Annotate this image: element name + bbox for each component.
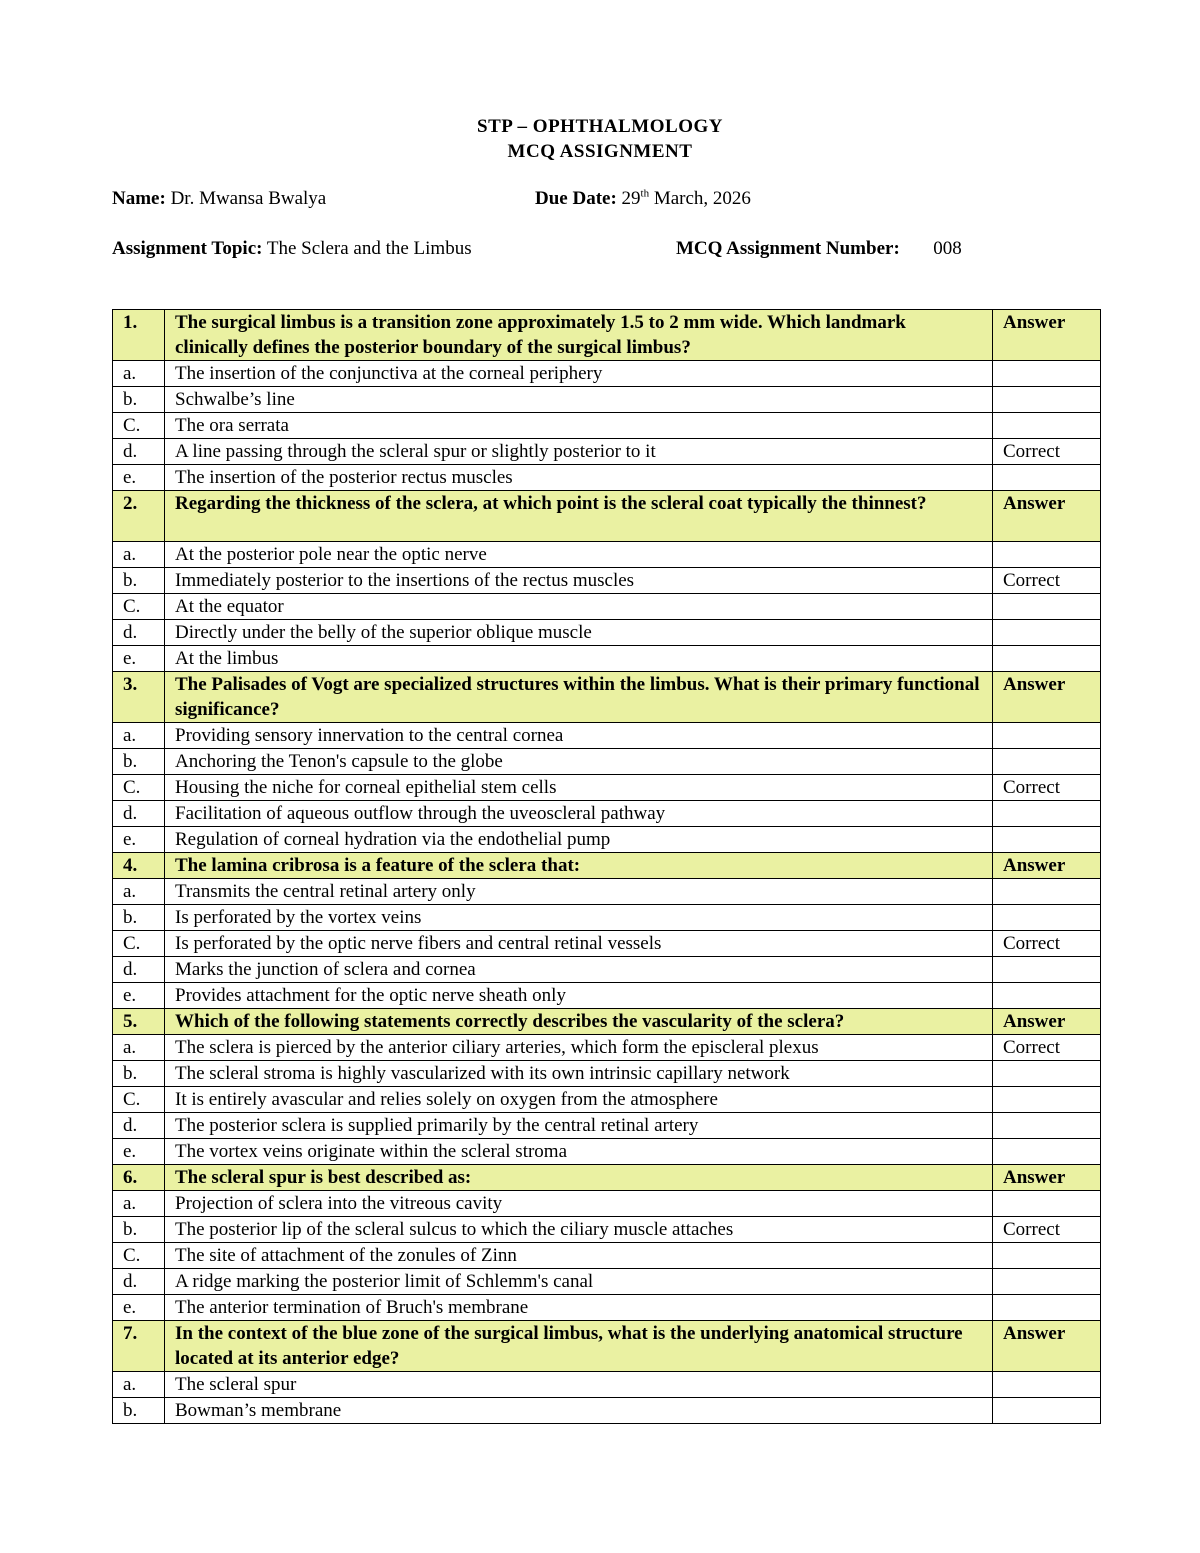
option-letter: a.	[113, 542, 165, 568]
option-letter: d.	[113, 1269, 165, 1295]
option-letter: e.	[113, 465, 165, 491]
option-answer	[993, 723, 1101, 749]
question-text: The surgical limbus is a transition zone approximately 1.5 to 2 mm wide. Which landmark clinically defines the posterior boundary of the surgical limbus?	[165, 310, 993, 361]
topic-label: Assignment Topic:	[112, 238, 263, 259]
question-text: The Palisades of Vogt are specialized structures within the limbus. What is their primary functional significance?	[165, 672, 993, 723]
option-answer	[993, 1295, 1101, 1321]
option-row	[113, 620, 1101, 646]
question-row	[113, 672, 1101, 723]
topic-value: The Sclera and the Limbus	[266, 238, 472, 259]
option-row	[113, 983, 1101, 1009]
option-row	[113, 905, 1101, 931]
name-field	[112, 187, 326, 211]
topic-field	[112, 237, 472, 261]
option-answer	[993, 983, 1101, 1009]
option-row	[113, 542, 1101, 568]
question-number: 5.	[113, 1009, 165, 1035]
option-answer	[993, 957, 1101, 983]
question-text: The scleral spur is best described as:	[165, 1165, 993, 1191]
option-text: The anterior termination of Bruch's membrane	[165, 1295, 993, 1321]
option-letter: e.	[113, 1295, 165, 1321]
option-text: Anchoring the Tenon's capsule to the globe	[165, 749, 993, 775]
option-text: It is entirely avascular and relies solely on oxygen from the atmosphere	[165, 1087, 993, 1113]
option-letter: b.	[113, 749, 165, 775]
name-value: Dr. Mwansa Bwalya	[170, 188, 327, 209]
option-answer	[993, 905, 1101, 931]
due-date-day: 29	[621, 188, 641, 209]
answer-header: Answer	[993, 491, 1101, 542]
option-text: At the limbus	[165, 646, 993, 672]
question-number: 4.	[113, 853, 165, 879]
option-letter: e.	[113, 983, 165, 1009]
option-answer	[993, 594, 1101, 620]
option-answer	[993, 1139, 1101, 1165]
option-answer	[993, 1398, 1101, 1424]
option-letter: e.	[113, 646, 165, 672]
option-text: The insertion of the conjunctiva at the corneal periphery	[165, 361, 993, 387]
option-row	[113, 931, 1101, 957]
option-letter: a.	[113, 1191, 165, 1217]
option-letter: e.	[113, 827, 165, 853]
option-answer	[993, 387, 1101, 413]
answer-header: Answer	[993, 672, 1101, 723]
option-answer	[993, 465, 1101, 491]
option-letter: b.	[113, 1398, 165, 1424]
option-row	[113, 361, 1101, 387]
option-row	[113, 1113, 1101, 1139]
due-date-suffix: th	[640, 187, 650, 200]
option-letter: C.	[113, 1243, 165, 1269]
option-text: Directly under the belly of the superior oblique muscle	[165, 620, 993, 646]
option-answer	[993, 1191, 1101, 1217]
option-text: A ridge marking the posterior limit of Schlemm's canal	[165, 1269, 993, 1295]
option-row	[113, 749, 1101, 775]
question-number: 3.	[113, 672, 165, 723]
assignment-number-value: 008	[933, 238, 962, 259]
due-date-label: Due Date:	[535, 188, 617, 209]
option-text: The site of attachment of the zonules of Zinn	[165, 1243, 993, 1269]
option-row	[113, 1398, 1101, 1424]
option-text: A line passing through the scleral spur or slightly posterior to it	[165, 439, 993, 465]
option-text: The vortex veins originate within the scleral stroma	[165, 1139, 993, 1165]
question-number: 2.	[113, 491, 165, 542]
option-answer	[993, 1061, 1101, 1087]
option-text: Provides attachment for the optic nerve sheath only	[165, 983, 993, 1009]
option-answer	[993, 1243, 1101, 1269]
question-text: The lamina cribrosa is a feature of the sclera that:	[165, 853, 993, 879]
answer-header: Answer	[993, 310, 1101, 361]
option-letter: a.	[113, 1372, 165, 1398]
option-answer	[993, 801, 1101, 827]
option-row	[113, 957, 1101, 983]
option-row	[113, 594, 1101, 620]
due-date-rest: March, 2026	[653, 188, 751, 209]
option-row	[113, 465, 1101, 491]
option-row	[113, 1087, 1101, 1113]
option-text: Housing the niche for corneal epithelial stem cells	[165, 775, 993, 801]
question-row	[113, 853, 1101, 879]
option-letter: b.	[113, 1217, 165, 1243]
option-answer	[993, 827, 1101, 853]
option-text: Facilitation of aqueous outflow through the uveoscleral pathway	[165, 801, 993, 827]
option-row	[113, 439, 1101, 465]
option-text: At the equator	[165, 594, 993, 620]
option-text: Is perforated by the optic nerve fibers and central retinal vessels	[165, 931, 993, 957]
option-letter: d.	[113, 801, 165, 827]
option-text: The scleral stroma is highly vascularized with its own intrinsic capillary network	[165, 1061, 993, 1087]
option-letter: a.	[113, 879, 165, 905]
option-row	[113, 568, 1101, 594]
option-letter: d.	[113, 620, 165, 646]
option-letter: C.	[113, 1087, 165, 1113]
question-number: 1.	[113, 310, 165, 361]
option-text: Is perforated by the vortex veins	[165, 905, 993, 931]
option-letter: d.	[113, 1113, 165, 1139]
option-letter: d.	[113, 439, 165, 465]
answer-header: Answer	[993, 853, 1101, 879]
option-text: The scleral spur	[165, 1372, 993, 1398]
option-letter: C.	[113, 775, 165, 801]
option-answer	[993, 1113, 1101, 1139]
option-letter: C.	[113, 413, 165, 439]
option-row	[113, 646, 1101, 672]
option-answer	[993, 879, 1101, 905]
option-answer	[993, 620, 1101, 646]
answer-header: Answer	[993, 1321, 1101, 1372]
option-answer	[993, 646, 1101, 672]
question-row	[113, 1165, 1101, 1191]
option-text: Regulation of corneal hydration via the endothelial pump	[165, 827, 993, 853]
option-answer: Correct	[993, 1217, 1101, 1243]
option-text: The ora serrata	[165, 413, 993, 439]
assignment-number-label: MCQ Assignment Number:	[676, 238, 900, 259]
title-line-1: STP – OPHTHALMOLOGY	[477, 116, 723, 137]
option-answer	[993, 1372, 1101, 1398]
question-number: 6.	[113, 1165, 165, 1191]
name-label: Name:	[112, 188, 166, 209]
option-text: The posterior lip of the scleral sulcus to which the ciliary muscle attaches	[165, 1217, 993, 1243]
mcq-table	[112, 309, 1101, 1424]
answer-header: Answer	[993, 1165, 1101, 1191]
option-answer	[993, 749, 1101, 775]
option-text: The insertion of the posterior rectus muscles	[165, 465, 993, 491]
option-letter: b.	[113, 1061, 165, 1087]
question-text: Which of the following statements correctly describes the vascularity of the sclera?	[165, 1009, 993, 1035]
option-row	[113, 879, 1101, 905]
option-text: Immediately posterior to the insertions of the rectus muscles	[165, 568, 993, 594]
option-row	[113, 1035, 1101, 1061]
option-answer	[993, 1269, 1101, 1295]
option-letter: a.	[113, 361, 165, 387]
option-letter: a.	[113, 1035, 165, 1061]
question-text: Regarding the thickness of the sclera, at which point is the scleral coat typically the thinnest?	[165, 491, 993, 542]
option-text: Projection of sclera into the vitreous cavity	[165, 1191, 993, 1217]
option-row	[113, 723, 1101, 749]
option-row	[113, 827, 1101, 853]
title-line-2: MCQ ASSIGNMENT	[507, 141, 693, 162]
question-row	[113, 491, 1101, 542]
assignment-number-field	[676, 237, 962, 261]
option-text: Transmits the central retinal artery only	[165, 879, 993, 905]
option-row	[113, 1269, 1101, 1295]
option-text: The posterior sclera is supplied primarily by the central retinal artery	[165, 1113, 993, 1139]
option-row	[113, 1295, 1101, 1321]
option-answer: Correct	[993, 931, 1101, 957]
option-answer	[993, 361, 1101, 387]
option-row	[113, 387, 1101, 413]
option-letter: b.	[113, 387, 165, 413]
option-answer: Correct	[993, 775, 1101, 801]
option-row	[113, 1191, 1101, 1217]
page-title	[0, 114, 1200, 164]
option-row	[113, 413, 1101, 439]
option-letter: b.	[113, 905, 165, 931]
option-letter: e.	[113, 1139, 165, 1165]
option-row	[113, 775, 1101, 801]
option-letter: a.	[113, 723, 165, 749]
option-letter: C.	[113, 931, 165, 957]
option-answer	[993, 413, 1101, 439]
option-text: Marks the junction of sclera and cornea	[165, 957, 993, 983]
option-answer	[993, 542, 1101, 568]
option-answer: Correct	[993, 568, 1101, 594]
option-text: Bowman’s membrane	[165, 1398, 993, 1424]
option-row	[113, 1243, 1101, 1269]
option-text: Providing sensory innervation to the central cornea	[165, 723, 993, 749]
question-number: 7.	[113, 1321, 165, 1372]
option-letter: C.	[113, 594, 165, 620]
option-text: At the posterior pole near the optic nerve	[165, 542, 993, 568]
option-row	[113, 1372, 1101, 1398]
question-text: In the context of the blue zone of the surgical limbus, what is the underlying anatomical structure located at its anterior edge?	[165, 1321, 993, 1372]
option-answer: Correct	[993, 439, 1101, 465]
option-text: The sclera is pierced by the anterior ciliary arteries, which form the episcleral plexus	[165, 1035, 993, 1061]
option-answer: Correct	[993, 1035, 1101, 1061]
option-answer	[993, 1087, 1101, 1113]
option-letter: b.	[113, 568, 165, 594]
option-row	[113, 1061, 1101, 1087]
option-row	[113, 801, 1101, 827]
question-row	[113, 1321, 1101, 1372]
option-letter: d.	[113, 957, 165, 983]
option-row	[113, 1217, 1101, 1243]
question-row	[113, 310, 1101, 361]
answer-header: Answer	[993, 1009, 1101, 1035]
due-date-field	[535, 187, 751, 211]
option-text: Schwalbe’s line	[165, 387, 993, 413]
question-row	[113, 1009, 1101, 1035]
option-row	[113, 1139, 1101, 1165]
